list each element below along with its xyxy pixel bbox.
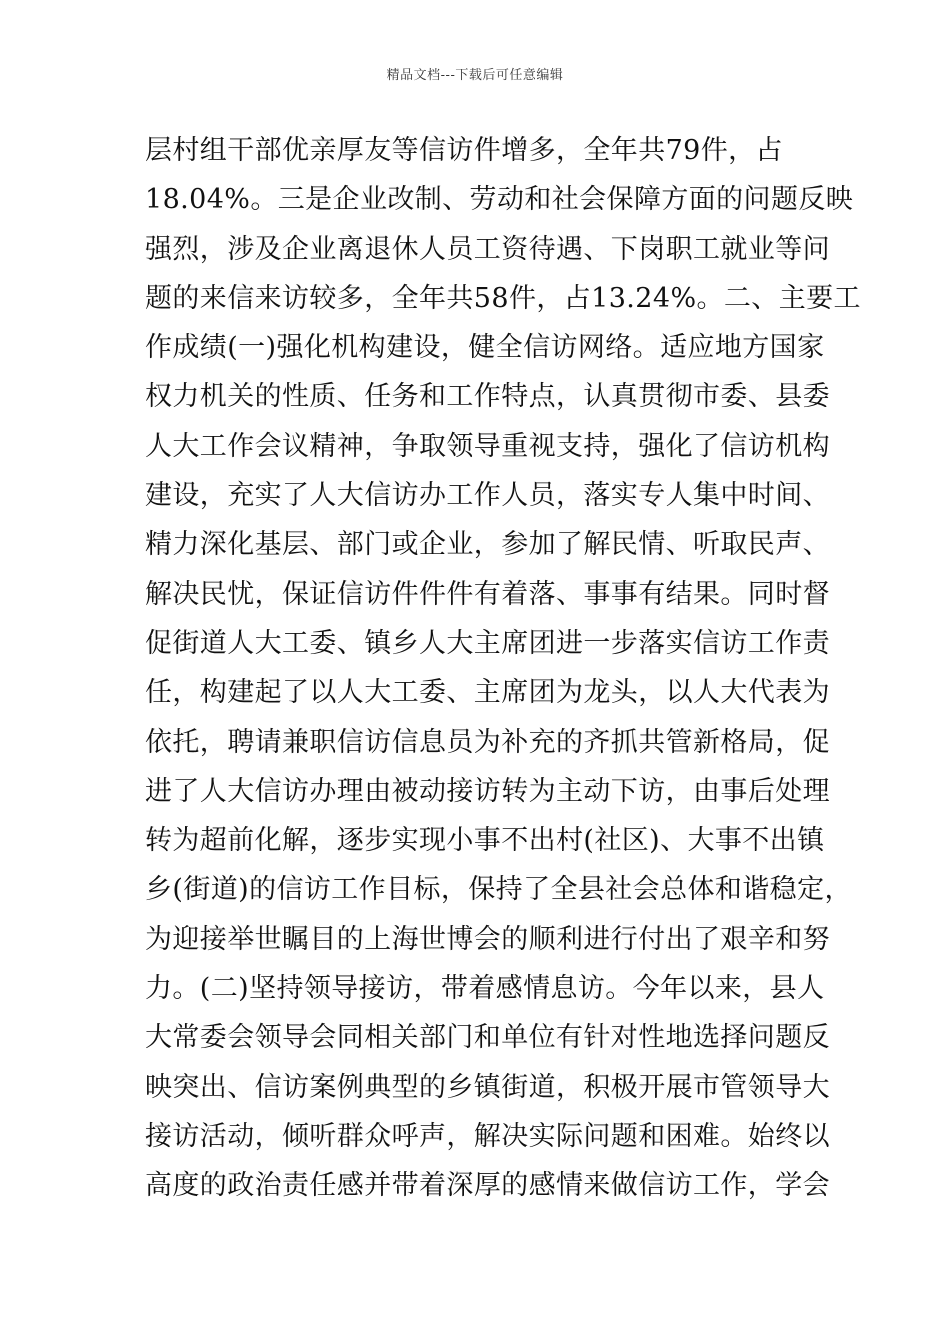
text-line: 力。(二)坚持领导接访，带着感情息访。今年以来，县人 <box>145 973 825 1005</box>
text-line: 映突出、信访案例典型的乡镇街道，积极开展市管领导大 <box>145 1071 830 1103</box>
text-line: 转为超前化解，逐步实现小事不出村(社区)、大事不出镇 <box>145 825 825 857</box>
text-line: 任，构建起了以人大工委、主席团为龙头，以人大代表为 <box>145 677 830 709</box>
text-line: 促街道人大工委、镇乡人大主席团进一步落实信访工作责 <box>145 627 830 659</box>
page-header: 精品文档---下载后可任意编辑 <box>386 68 564 83</box>
text-line: 18.04%。三是企业改制、劳动和社会保障方面的问题反映 <box>145 184 854 216</box>
text-line: 为迎接举世瞩目的上海世博会的顺利进行付出了艰辛和努 <box>145 923 830 955</box>
text-line: 题的来信来访较多，全年共58件，占13.24%。二、主要工 <box>145 282 861 314</box>
text-line: 大常委会领导会同相关部门和单位有针对性地选择问题反 <box>145 1022 830 1054</box>
text-line: 精力深化基层、部门或企业，参加了解民情、听取民声、 <box>145 529 830 561</box>
text-line: 建设，充实了人大信访办工作人员，落实专人集中时间、 <box>145 480 830 512</box>
text-line: 依托，聘请兼职信访信息员为补充的齐抓共管新格局，促 <box>145 726 830 758</box>
text-line: 作成绩(一)强化机构建设，健全信访网络。适应地方国家 <box>145 332 825 364</box>
text-line: 接访活动，倾听群众呼声，解决实际问题和困难。始终以 <box>145 1120 830 1152</box>
text-line: 高度的政治责任感并带着深厚的感情来做信访工作，学会 <box>145 1170 830 1202</box>
text-line: 乡(街道)的信访工作目标，保持了全县社会总体和谐稳定， <box>145 874 852 906</box>
text-line: 强烈，涉及企业离退休人员工资待遇、下岗职工就业等问 <box>145 233 830 265</box>
text-line: 人大工作会议精神，争取领导重视支持，强化了信访机构 <box>145 430 830 462</box>
body-paragraph <box>145 126 861 1211</box>
text-line: 进了人大信访办理由被动接访转为主动下访，由事后处理 <box>145 775 830 807</box>
text-line: 解决民忧，保证信访件件件有着落、事事有结果。同时督 <box>145 578 830 610</box>
text-line: 层村组干部优亲厚友等信访件增多，全年共79件，占 <box>145 135 783 166</box>
text-line: 权力机关的性质、任务和工作特点，认真贯彻市委、县委 <box>145 381 830 413</box>
